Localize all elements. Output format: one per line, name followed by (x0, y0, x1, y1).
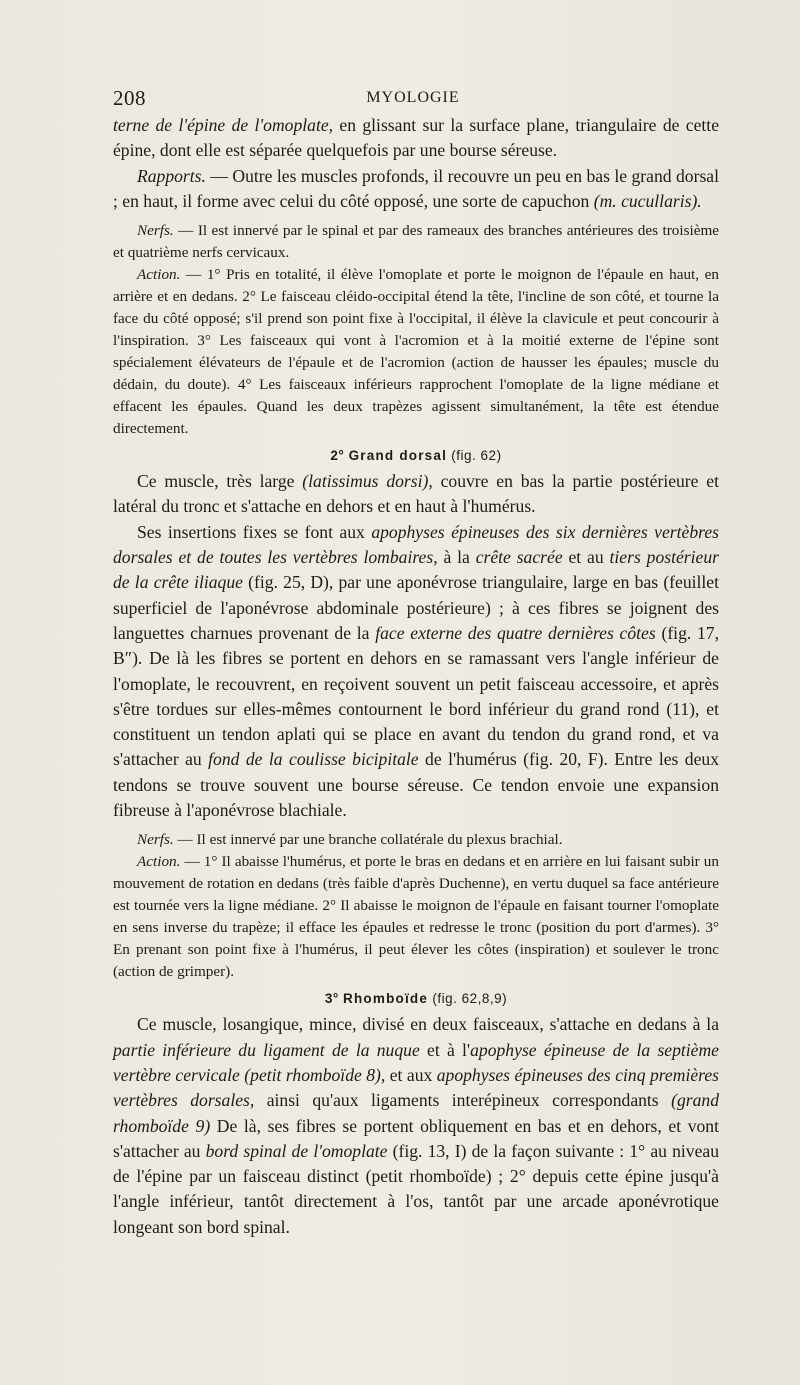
paragraph-grand-dorsal-intro: Ce muscle, très large (latissimus dorsi), couvre en bas la partie postérieure et latéral du tronc et s'attache en dehors et en haut à l'humérus. (113, 471, 719, 517)
label-nerfs: Nerfs. (137, 222, 174, 240)
page-header (113, 86, 713, 116)
running-head: MYOLOGIE (366, 89, 460, 106)
label-nerfs: Nerfs. (137, 831, 174, 849)
paragraph-action-grand-dorsal: Action. — 1° Il abaisse l'humérus, et porte le bras en dedans et en arrière en lui faisant subir un mouvement de rotation en dedans (très faible d'après Duchenne), en vertu duquel sa face antérieure est tournée vers la ligne médiane. 2° Il abaisse le moignon de l'épaule en faisant tourner l'omoplate en sens inverse du trapèze; il efface les épaules et redresse le tronc (position du port d'armes). 3° En prenant son point fixe à l'humérus, il peut élever les côtes (inspiration) et soulever le tronc (action de grimper). (113, 853, 719, 981)
label-action: Action. (137, 853, 181, 871)
paragraph-action-trapeze: Action. — 1° Pris en totalité, il élève l'omoplate et porte le moignon de l'épaule en haut, en arrière et en dedans. 2° Le faisceau cléido-occipital étend la tête, l'incline de son côté, et tourne la face du côté opposé; s'il prend son point fixe à l'occipital, il élève la clavicule et peut concourir à l'inspiration. 3° Les faisceaux qui vont à l'acromion et à la moitié externe de l'épine sont spécialement élévateurs de l'épaule et de l'acromion (action de hausser les épaules; muscle du dédain, du doute). 4° Les faisceaux inférieurs rapprochent l'omoplate de la ligne médiane et effacent les épaules. Quand les deux trapèzes agissent simultanément, la tête est étendue directement. (113, 266, 719, 438)
label-action: Action. (137, 266, 181, 284)
section-title: Rhomboïde (343, 991, 429, 1007)
paragraph-grand-dorsal-insertions: Ses insertions fixes se font aux apophyses épineuses des six dernières vertèbres dorsales et de toutes les vertèbres lombaires, à la crête sacrée et au tiers postérieur de la crête iliaque (fig. 25, D), par une aponévrose triangulaire, large en bas (feuillet superficiel de l'aponévrose abdominale postérieure) ; à ces fibres se joignent des languettes charnues provenant de la face externe des quatre dernières côtes (fig. 17, B″). De là les fibres se portent en dehors en se ramassant vers l'angle inférieur de l'omoplate, le recouvrent, en reçoivent souvent un petit faisceau accessoire, et après s'être tordues sur elles-mêmes contournent le bord inférieur du grand rond (11), et constituent un tendon aplati qui se place en avant du tendon du grand rond, et va s'attacher au fond de la coulisse bicipitale de l'humérus (fig. 20, F). Entre les deux tendons se trouve souvent une bourse séreuse. Ce tendon envoie une expansion fibreuse à l'aponévrose blachiale. (113, 521, 720, 821)
paragraph-rapports: Rapports. — Outre les muscles profonds, il recouvre un peu en bas le grand dorsal ; en haut, il forme avec celui du côté opposé, une sorte de capuchon (m. cucullaris). (113, 165, 719, 211)
page-number: 208 (113, 86, 146, 110)
paragraph-trapeze-end: terne de l'épine de l'omoplate, en glissant sur la surface plane, triangulaire de cette épine, dont elle est séparée quelquefois par une bourse séreuse. (113, 115, 719, 161)
label-rapports: Rapports. (137, 165, 206, 186)
section-heading-grand-dorsal: 2° Grand dorsal (fig. 62) (330, 448, 502, 464)
page-body (113, 113, 719, 1240)
paragraph-nerfs-trapeze: Nerfs. — Il est innervé par le spinal et par des rameaux des branches antérieures des troisième et quatrième nerfs cervicaux. (113, 222, 719, 262)
figure-reference: (fig. 62,8,9) (432, 991, 508, 1007)
section-heading-rhomboide: 3° Rhomboïde (fig. 62,8,9) (324, 991, 508, 1007)
paragraph-rhomboide: Ce muscle, losangique, mince, divisé en deux faisceaux, s'attache en dedans à la partie inférieure du ligament de la nuque et à l'apophyse épineuse de la septième vertèbre cervicale (petit rhomboïde 8), et aux apophyses épineuses des cinq premières vertèbres dorsales, ainsi qu'aux ligaments interépineux correspondants (grand rhomboïde 9) De là, ses fibres se portent obliquement en bas et en dehors, et vont s'attacher au bord spinal de l'omoplate (fig. 13, I) de la façon suivante : 1° au niveau de l'épine par un faisceau distinct (petit rhomboïde) ; 2° depuis cette épine jusqu'à l'angle inférieur, tantôt directement à l'os, tantôt par une arcade aponévrotique longeant son bord spinal. (113, 1014, 719, 1237)
section-title: Grand dorsal (348, 448, 448, 464)
paragraph-nerfs-grand-dorsal: Nerfs. — Il est innervé par une branche collatérale du plexus brachial. (137, 831, 563, 849)
figure-reference: (fig. 62) (451, 448, 502, 464)
